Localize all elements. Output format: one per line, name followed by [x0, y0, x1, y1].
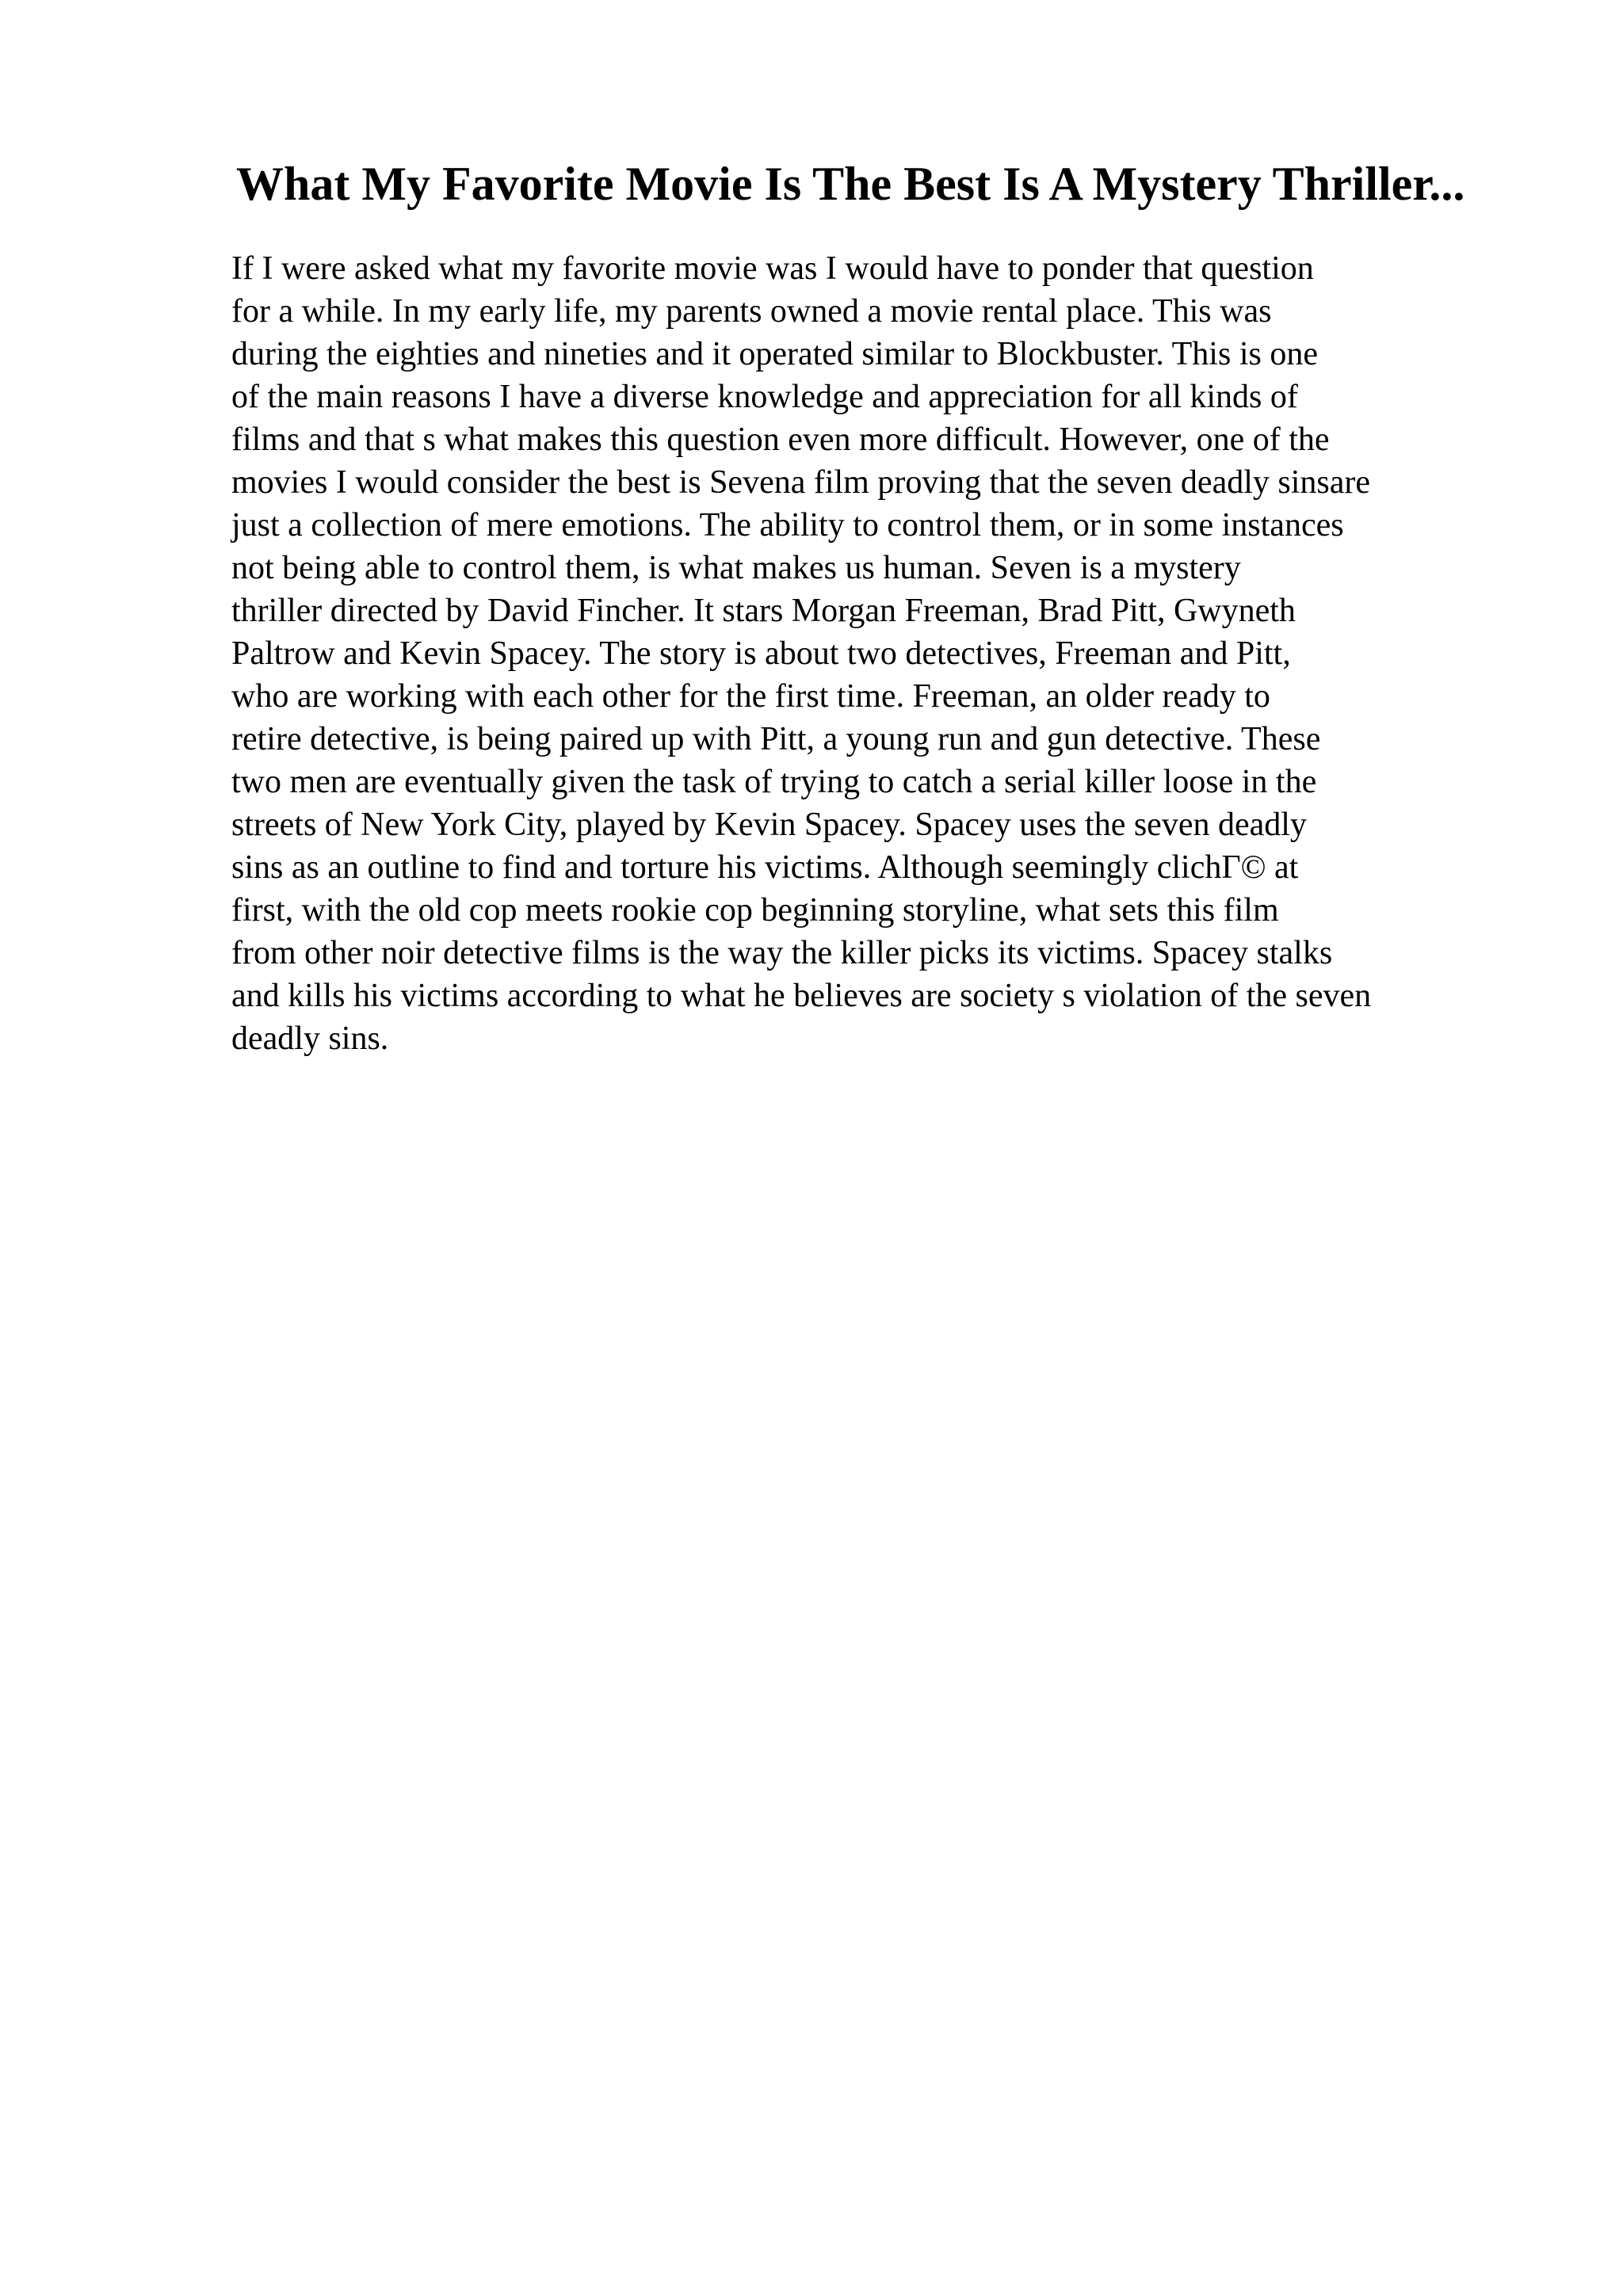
body-line: streets of New York City, played by Kevin Spacey. Spacey uses the seven deadly — [231, 807, 1307, 843]
body-line: sins as an outline to find and torture his victims. Although seemingly clichГ© at — [231, 849, 1299, 886]
body-line: from other noir detective films is the way the killer picks its victims. Spacey stalks — [231, 935, 1333, 971]
body-line: during the eighties and nineties and it operated similar to Blockbuster. This is one — [231, 336, 1318, 372]
body-line: movies I would consider the best is Sevena film proving that the seven deadly sinsare — [231, 464, 1371, 501]
body-line: for a while. In my early life, my parents owned a movie rental place. This was — [231, 293, 1272, 330]
body-line: who are working with each other for the first time. Freeman, an older ready to — [231, 678, 1270, 715]
body-line: first, with the old cop meets rookie cop beginning storyline, what sets this film — [231, 892, 1279, 929]
body-line: two men are eventually given the task of trying to catch a serial killer loose in the — [231, 764, 1317, 800]
body-line: just a collection of mere emotions. The ability to control them, or in some instances — [231, 507, 1344, 543]
body-line: thriller directed by David Fincher. It stars Morgan Freeman, Brad Pitt, Gwyneth — [231, 593, 1296, 629]
body-line: and kills his victims according to what he believes are society s violation of the seven — [231, 978, 1372, 1014]
body-line: not being able to control them, is what makes us human. Seven is a mystery — [231, 550, 1241, 586]
document-title: What My Favorite Movie Is The Best Is A Mystery Thriller... — [236, 158, 1465, 210]
body-line: If I were asked what my favorite movie was I would have to ponder that question — [231, 250, 1314, 287]
body-line: retire detective, is being paired up with Pitt, a young run and gun detective. These — [231, 721, 1321, 757]
body-line: of the main reasons I have a diverse knowledge and appreciation for all kinds of — [231, 379, 1298, 415]
body-line: films and that s what makes this question even more difficult. However, one of the — [231, 421, 1330, 458]
body-line: deadly sins. — [231, 1020, 389, 1057]
document-body — [231, 247, 1610, 1060]
body-line: Paltrow and Kevin Spacey. The story is about two detectives, Freeman and Pitt, — [231, 635, 1291, 672]
